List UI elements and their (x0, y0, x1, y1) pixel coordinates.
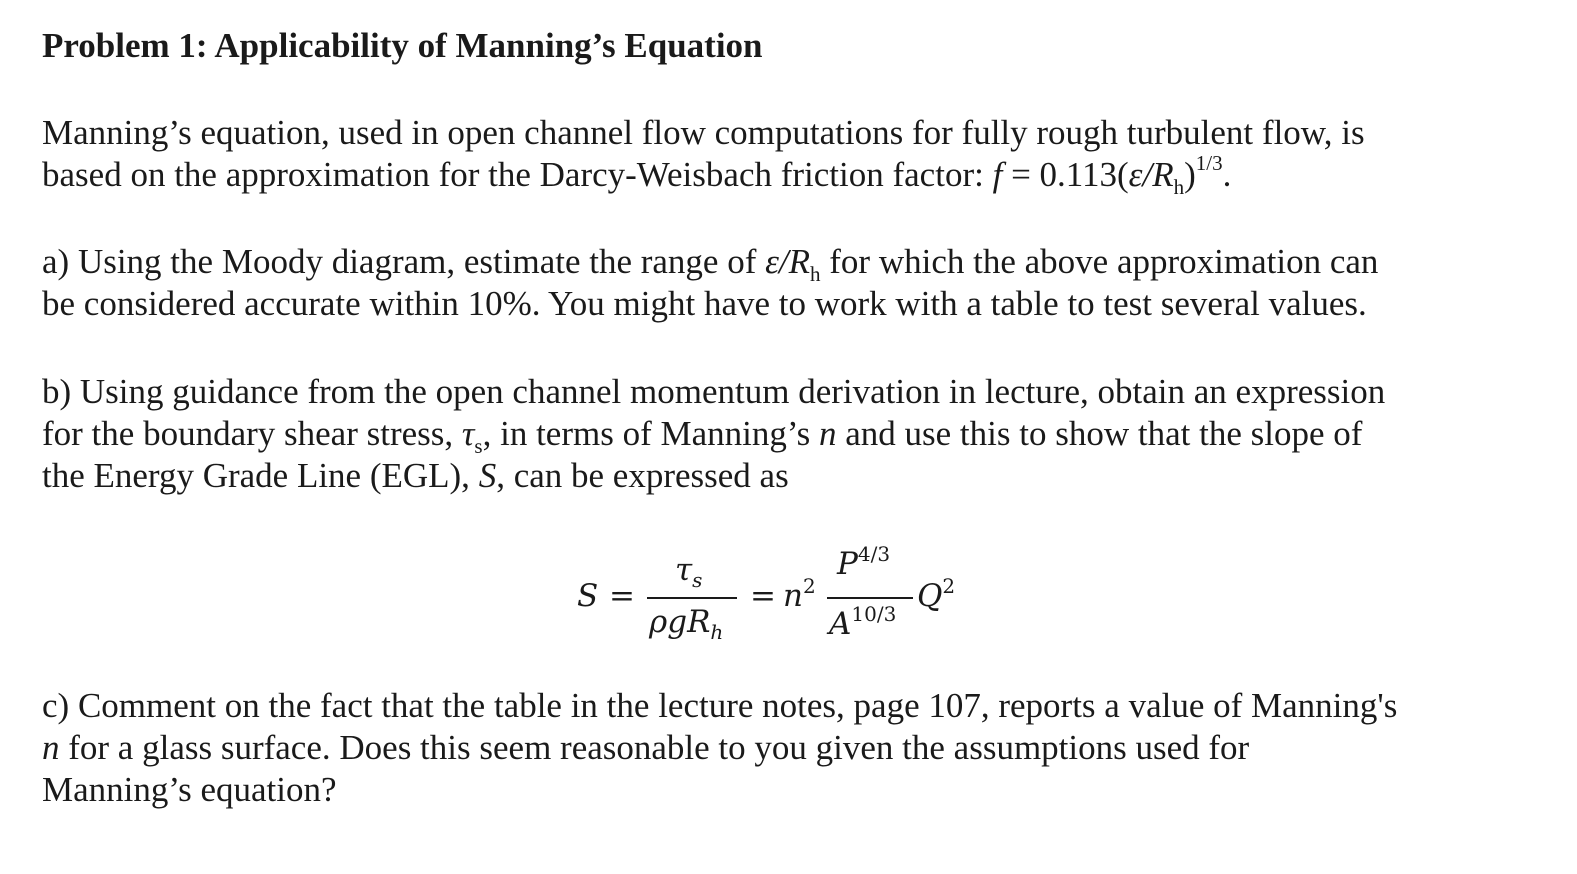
eq-p: P (837, 546, 858, 582)
part-b-line-2 (42, 413, 1385, 458)
eq-a: A (829, 606, 852, 642)
eq-rh-sub: h (710, 620, 724, 645)
eq-equals-2: = (750, 578, 776, 614)
part-c-paragraph (42, 685, 1397, 811)
shear-stress-symbol: τ (461, 414, 475, 453)
slope-symbol: S (478, 456, 497, 495)
fraction-bar-2 (827, 597, 913, 599)
eq-q-squared (917, 573, 956, 614)
shear-stress-subscript: s (474, 434, 483, 458)
eq-numerator-1 (675, 552, 703, 593)
eq-tau: τ (675, 552, 693, 588)
eq-lhs: S (577, 578, 599, 614)
part-b-line-3-start: the Energy Grade Line (EGL), (42, 456, 479, 495)
part-c-line-3: Manning’s equation? (42, 770, 337, 809)
eq-q: Q (917, 578, 943, 614)
eq-numerator-2 (837, 541, 891, 582)
intro-line-2-text: based on the approximation for the Darcy-Weisbach friction factor: (42, 155, 993, 194)
intro-line-2 (42, 151, 1365, 199)
part-b-line-2-mid: , in terms of Manning’s (482, 414, 819, 453)
eq-p-exp: 4/3 (857, 541, 891, 566)
part-a-subscript: h (810, 262, 821, 286)
problem-title: Problem 1: Applicability of Manning’s Equation (42, 26, 763, 65)
relative-roughness: ε/R (1128, 155, 1174, 194)
intro-paragraph (42, 112, 1365, 199)
eq-n: n (783, 578, 803, 614)
eq-denominator-1 (649, 604, 724, 645)
part-b-paragraph (42, 371, 1385, 497)
fraction-bar-1 (647, 597, 737, 599)
part-c-line-2 (42, 727, 1397, 769)
eq-equals-1: = (609, 578, 635, 614)
part-b-line-1: b) Using guidance from the open channel momentum derivation in lecture, obtain an expression (42, 372, 1386, 411)
egl-slope-equation (575, 538, 995, 648)
eq-n-exp: 2 (802, 573, 816, 598)
part-b-line-2-end: and use this to show that the slope of (836, 414, 1363, 453)
friction-factor-symbol: f (992, 155, 1003, 194)
part-b-line-3-end: , can be expressed as (496, 456, 789, 495)
intro-period: . (1222, 155, 1232, 194)
formula-exponent: 1/3 (1195, 151, 1223, 176)
part-c-line-2-rest: for a glass surface. Does this seem reasonable to you given the assumptions used for (59, 728, 1250, 767)
eq-q-exp: 2 (942, 573, 956, 598)
part-a-roughness: ε/R (765, 242, 811, 281)
part-c-n-symbol: n (42, 728, 60, 767)
part-a-line-1 (42, 241, 1379, 286)
manning-n-symbol: n (818, 414, 837, 453)
eq-denominator-2 (829, 601, 897, 642)
formula-close: ) (1184, 155, 1196, 194)
part-a-line-2: be considered accurate within 10%. You might have to work with a table to test several values. (42, 284, 1367, 323)
part-b-line-2-start: for the boundary shear stress, (42, 414, 462, 453)
intro-line-1: Manning’s equation, used in open channel flow computations for fully rough turbulent flow, is (42, 113, 1365, 152)
hydraulic-radius-subscript: h (1173, 175, 1185, 199)
part-a-paragraph (42, 241, 1378, 325)
eq-a-exp: 10/3 (851, 601, 897, 626)
eq-tau-sub: s (692, 568, 703, 593)
part-a-line-1-end: for which the above approximation can (820, 242, 1379, 281)
eq-rho-g-r: ρgR (649, 604, 711, 640)
part-a-line-1-start: a) Using the Moody diagram, estimate the range of (42, 242, 766, 281)
part-b-line-3 (42, 455, 1385, 497)
part-c-line-1: c) Comment on the fact that the table in the lecture notes, page 107, reports a value of Manning's (42, 686, 1398, 725)
formula-coefficient: = 0.113( (1002, 155, 1129, 194)
eq-n-squared (783, 573, 816, 614)
